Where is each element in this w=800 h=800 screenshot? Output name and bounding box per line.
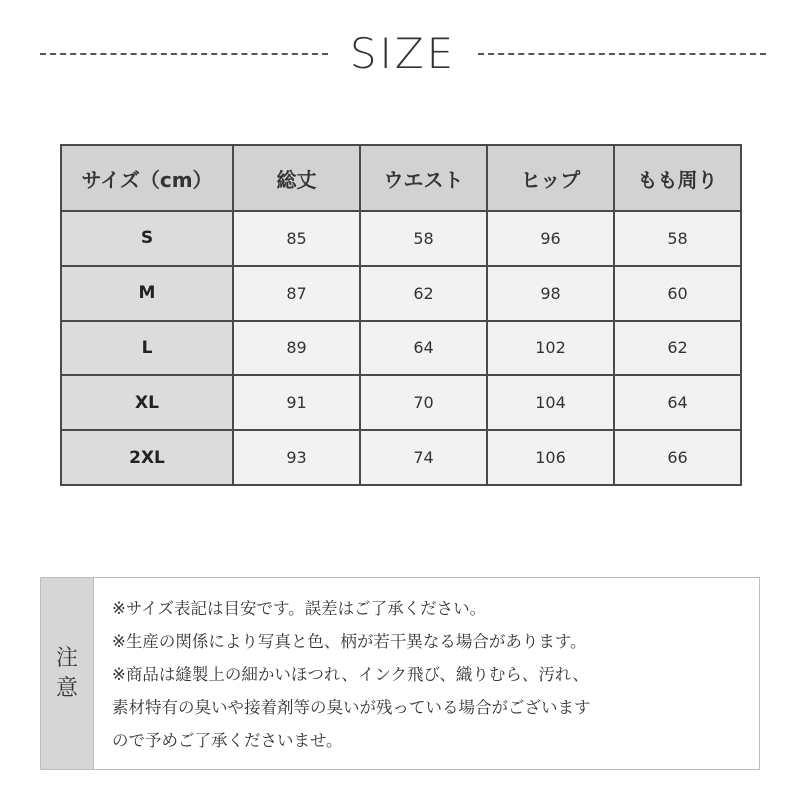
- size-label: L: [61, 321, 233, 376]
- table-cell: 64: [360, 321, 487, 376]
- notes-label-char: 注: [55, 645, 78, 671]
- table-cell: 87: [233, 266, 360, 321]
- notes-box: [40, 577, 760, 770]
- table-cell: 62: [360, 266, 487, 321]
- table-cell: 89: [233, 321, 360, 376]
- size-label: M: [61, 266, 233, 321]
- header-waist: ウエスト: [360, 145, 487, 211]
- table-row: [61, 430, 741, 485]
- title-dash-left: [40, 53, 328, 55]
- table-cell: 64: [614, 375, 741, 430]
- table-cell: 98: [487, 266, 614, 321]
- table-cell: 102: [487, 321, 614, 376]
- header-hip: ヒップ: [487, 145, 614, 211]
- title-row: [40, 26, 766, 82]
- note-line: ので予めご了承くださいませ。: [112, 731, 343, 750]
- notes-label-char: 意: [55, 675, 78, 701]
- header-thigh: もも周り: [614, 145, 741, 211]
- notes-label: [41, 578, 94, 769]
- table-row: [61, 321, 741, 376]
- table-cell: 93: [233, 430, 360, 485]
- page-title: SIZE: [349, 29, 457, 78]
- title-dash-right: [478, 53, 766, 55]
- size-label: S: [61, 211, 233, 266]
- note-line: ※サイズ表記は目安です。誤差はご了承ください。: [112, 599, 487, 618]
- header-size: サイズ（cm）: [61, 145, 233, 211]
- note-line: ※生産の関係により写真と色、柄が若干異なる場合があります。: [112, 632, 587, 651]
- size-label: 2XL: [61, 430, 233, 485]
- table-row: [61, 266, 741, 321]
- notes-body: [94, 578, 759, 769]
- table-cell: 66: [614, 430, 741, 485]
- table-cell: 96: [487, 211, 614, 266]
- size-label: XL: [61, 375, 233, 430]
- size-chart-table: [60, 144, 742, 486]
- table-cell: 106: [487, 430, 614, 485]
- table-cell: 58: [614, 211, 741, 266]
- table-cell: 104: [487, 375, 614, 430]
- table-cell: 85: [233, 211, 360, 266]
- table-cell: 91: [233, 375, 360, 430]
- note-line: ※商品は縫製上の細かいほつれ、インク飛び、織りむら、汚れ、: [112, 665, 589, 684]
- table-row: [61, 375, 741, 430]
- table-row: [61, 211, 741, 266]
- table-cell: 60: [614, 266, 741, 321]
- note-line: 素材特有の臭いや接着剤等の臭いが残っている場合がございます: [112, 698, 591, 717]
- header-total-length: 総丈: [233, 145, 360, 211]
- table-cell: 70: [360, 375, 487, 430]
- table-header-row: [61, 145, 741, 211]
- table-cell: 62: [614, 321, 741, 376]
- table-cell: 58: [360, 211, 487, 266]
- table-cell: 74: [360, 430, 487, 485]
